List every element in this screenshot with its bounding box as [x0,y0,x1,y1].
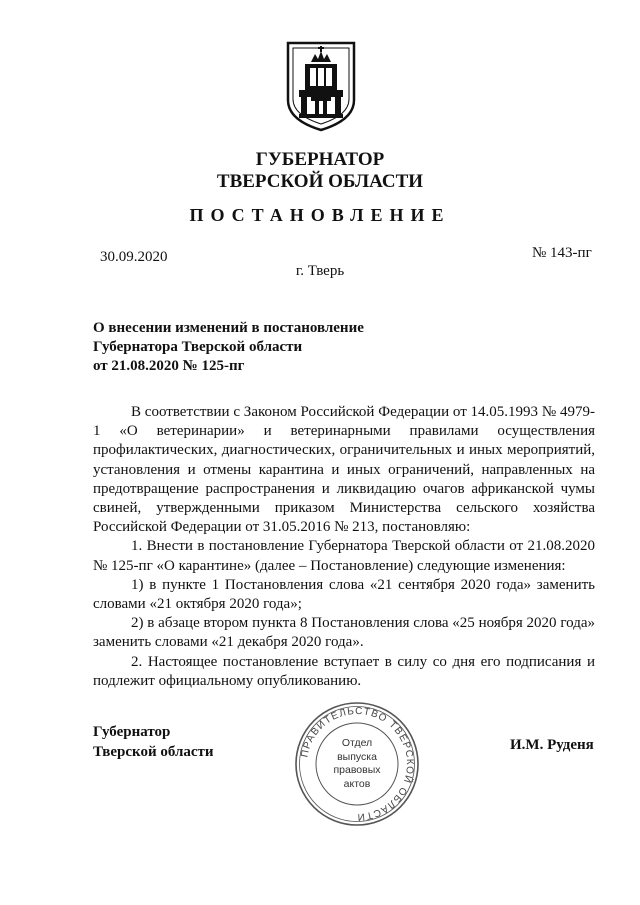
document-subject [93,319,364,376]
issuer-title-line2: ТВЕРСКОЙ ОБЛАСТИ [216,171,424,192]
stamp-inner-line: актов [343,777,371,790]
issuer-title-line1: ГУБЕРНАТОР [255,149,385,170]
item-2-paragraph: 2. Настоящее постановление вступает в силу со дня его подписания и подлежит официальному опубликованию. [93,653,595,689]
stamp-inner-line: Отдел [341,737,373,749]
signatory-name: И.М. Руденя [510,737,594,753]
tver-coat-of-arms-icon [285,40,357,132]
subject-line: О внесении изменений в постановление [93,320,364,336]
signatory-position-line: Губернатор [93,724,171,740]
document-number: № 143-пг [532,245,592,261]
subject-line: от 21.08.2020 № 125-пг [93,358,245,374]
preamble-paragraph: В соответствии с Законом Российской Федерации от 14.05.1993 № 4979-1 «О ветеринарии» и ветеринарными правилами осуществления профилактических, диагностических, ограничительных и иных мероприятий, установления и отмены карантина и иных ограничений, направленных на предотвращение распространения и ликвидацию очагов африканской чумы свиней, утвержденными приказом Министерства сельского хозяйства Российской Федерации от 31.05.2016 № 213, постановляю: [93,404,595,536]
document-body [93,403,595,691]
document-date: 30.09.2020 [100,249,168,265]
signatory-position-line: Тверской области [93,744,214,760]
item-1-2-paragraph: 2) в абзаце втором пункта 8 Постановления слова «25 ноября 2020 года» заменить словами «21 декабря 2020 года». [93,615,595,651]
item-1-paragraph: 1. Внести в постановление Губернатора Тверской области от 21.08.2020 № 125-пг «О карантине» (далее – Постановление) следующие изменения: [93,538,595,574]
signatory-position [93,722,214,762]
stamp-inner-text [293,737,421,791]
stamp-inner-line: выпуска [337,750,377,763]
item-1-1-paragraph: 1) в пункте 1 Постановления слова «21 сентября 2020 года» заменить словами «21 октября 2020 года»; [93,576,595,613]
stamp-inner-line: правовых [333,764,381,776]
stamp-ring-text: ПРАВИТЕЛЬСТВО ТВЕРСКОЙ ОБЛАСТИ [299,705,416,823]
document-type: ПОСТАНОВЛЕНИЕ [189,205,451,225]
subject-line: Губернатора Тверской области [93,339,303,355]
document-city: г. Тверь [295,263,345,279]
